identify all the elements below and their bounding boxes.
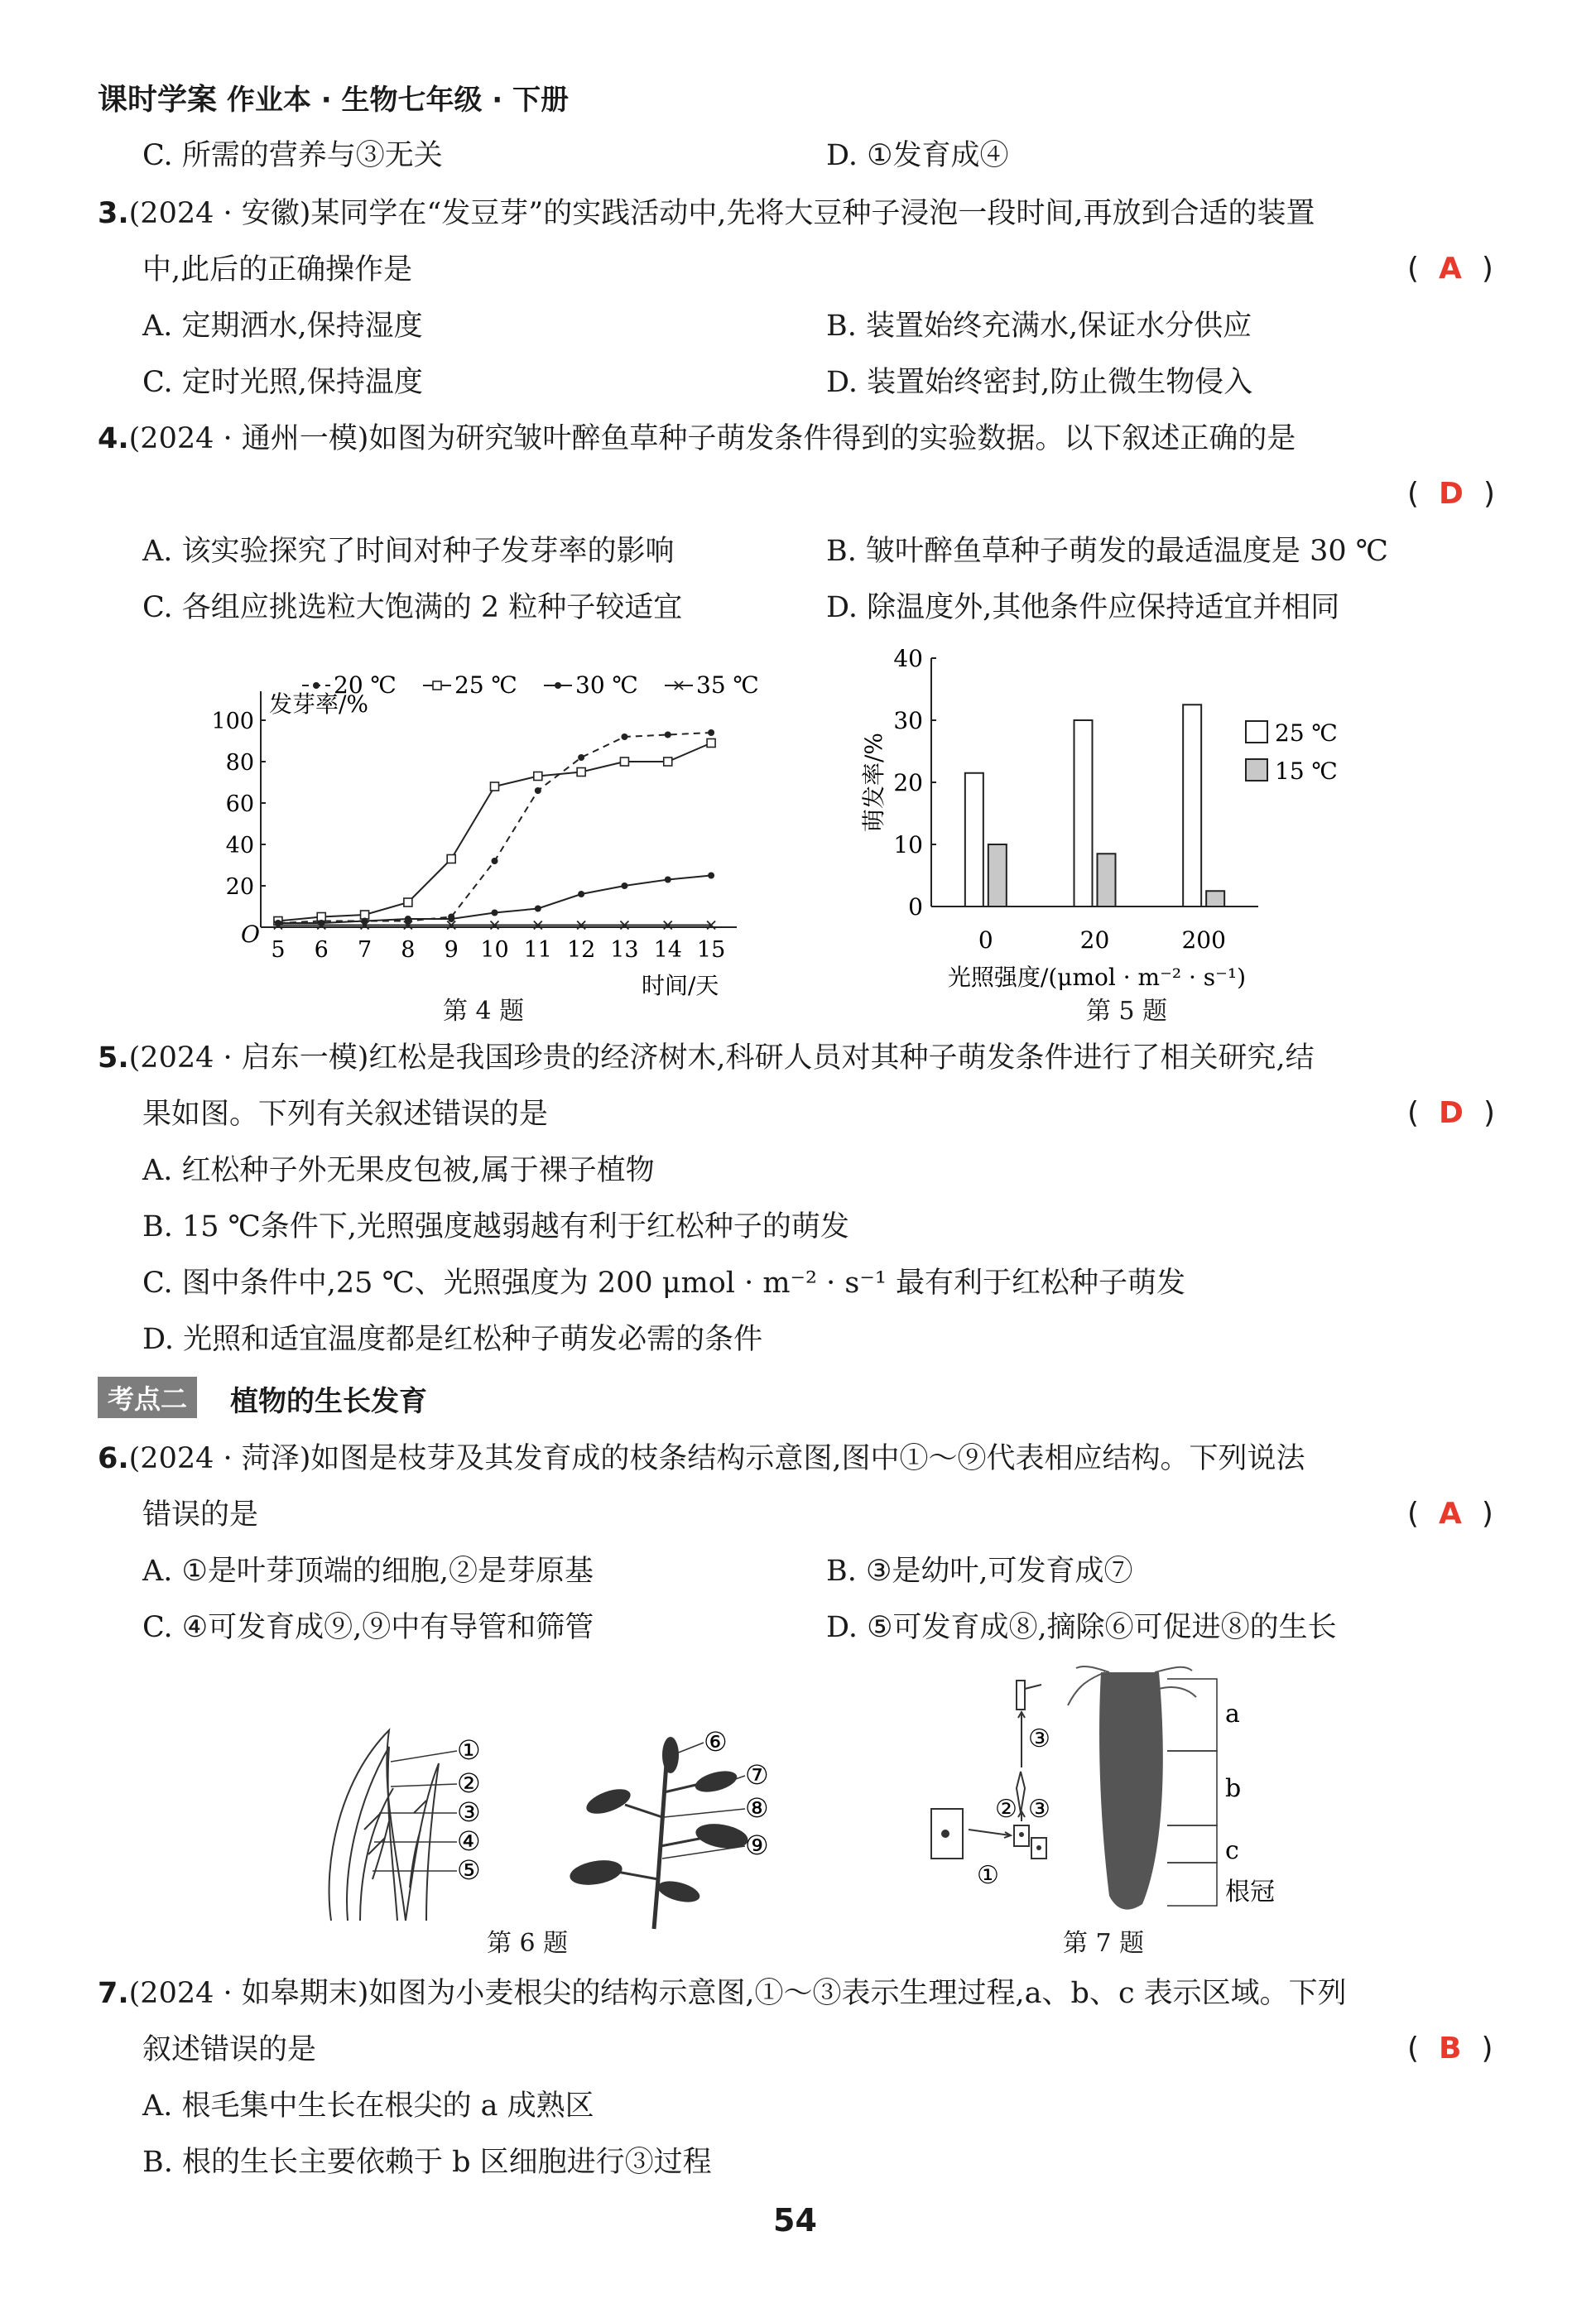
bar-15 ℃-20 [1098, 854, 1116, 907]
branch-illustration [568, 1737, 750, 1929]
region-label-b: b [1225, 1774, 1242, 1803]
q4-number: 4. [98, 422, 129, 455]
x-tick-label: 10 [480, 937, 509, 963]
q5-answer-letter: D [1439, 1096, 1464, 1130]
legend-marker [313, 682, 320, 689]
q7-answer: ( B ) [1407, 2032, 1493, 2066]
y-axis-label: 发芽率/% [269, 690, 369, 718]
q3-option-b: B. 装置始终充满水,保证水分供应 [826, 310, 1252, 343]
q6-caption: 第 6 题 [487, 1929, 569, 1958]
q4-option-a: A. 该实验探究了时间对种子发芽率的影响 [142, 535, 675, 568]
q4-line-chart [190, 654, 770, 1002]
q3-option-a: A. 定期洒水,保持湿度 [142, 310, 423, 343]
data-point [665, 732, 671, 738]
x-tick-label: 8 [401, 937, 416, 963]
x-tick-label: 9 [444, 937, 459, 963]
y-tick-label: 60 [225, 791, 254, 817]
y-tick-label: 0 [908, 893, 923, 921]
q5-stem-line2: 果如图。下列有关叙述错误的是 [142, 1098, 549, 1131]
q5-bar-chart [844, 637, 1440, 993]
data-point [665, 877, 671, 883]
x-tick-label: 6 [314, 937, 329, 963]
bud-section-illustration [329, 1730, 439, 1921]
root-hair-cell [1017, 1681, 1041, 1710]
data-point [491, 782, 499, 791]
root-tip-body [1099, 1672, 1163, 1910]
branch-label-6: ⑥ [704, 1726, 728, 1758]
q6-answer-letter: A [1439, 1497, 1462, 1531]
y-tick-label: 100 [211, 709, 254, 734]
bar-15 ℃-0 [988, 844, 1007, 907]
section-title: 植物的生长发育 [230, 1385, 427, 1418]
process-label-3a: ③ [1028, 1724, 1050, 1753]
q7-stem-line1: (2024 · 如皋期末)如图为小麦根尖的结构示意图,①～③表示生理过程,a、b、c 表示区域。下列 [128, 1977, 1347, 2010]
q6-stem-line1: (2024 · 菏泽)如图是枝芽及其发育成的枝条结构示意图,图中①～⑨代表相应结构。下列说法 [128, 1442, 1305, 1475]
q7-stem [98, 1975, 1347, 2012]
bud-label-2: ② [457, 1767, 481, 1799]
bud-label-1: ① [457, 1734, 481, 1766]
bar-15 ℃-200 [1206, 891, 1224, 907]
branch-label-9: ⑨ [745, 1830, 769, 1861]
x-tick-label: 200 [1181, 926, 1226, 954]
q5-stem-line1: (2024 · 启东一模)红松是我国珍贵的经济树木,科研人员对其种子萌发条件进行了相关研究,结 [128, 1041, 1315, 1075]
q5-stem [98, 1040, 1315, 1076]
q6-stem [98, 1440, 1305, 1477]
data-point [578, 891, 584, 897]
series-line-25 ℃ [278, 743, 711, 921]
q6-option-d: D. ⑤可发育成⑧,摘除⑥可促进⑧的生长 [826, 1611, 1337, 1644]
q4-stem [98, 421, 1296, 457]
x-tick-label: 7 [357, 937, 373, 963]
legend-label: 35 ℃ [696, 671, 759, 699]
q7-caption: 第 7 题 [1063, 1929, 1145, 1958]
section-tag: 考点二 [98, 1377, 197, 1418]
data-point [404, 898, 412, 907]
legend-label: 20 ℃ [334, 671, 397, 699]
q7-option-b: B. 根的生长主要依赖于 b 区细胞进行③过程 [142, 2146, 712, 2179]
region-label-root-cap: 根冠 [1225, 1878, 1275, 1907]
data-point [535, 906, 541, 912]
y-tick-label: 30 [893, 707, 923, 734]
data-point [405, 916, 411, 922]
q4-option-c: C. 各组应挑选粒大饱满的 2 粒种子较适宜 [142, 591, 683, 624]
process-label-2: ② [995, 1795, 1017, 1824]
bar-25 ℃-200 [1183, 705, 1201, 907]
q4-stem-line1: (2024 · 通州一模)如图为研究皱叶醉鱼草种子萌发条件得到的实验数据。以下叙述正确的是 [128, 422, 1296, 455]
q6-figure [315, 1714, 828, 1937]
origin-label: O [241, 921, 260, 948]
q6-answer: ( A ) [1407, 1497, 1493, 1531]
q6-option-b: B. ③是幼叶,可发育成⑦ [826, 1555, 1133, 1588]
q4-answer-letter: D [1439, 477, 1464, 511]
bud-label-5: ⑤ [457, 1854, 481, 1886]
data-point [664, 757, 672, 766]
q2-option-c: C. 所需的营养与③无关 [142, 139, 443, 172]
bar-25 ℃-20 [1074, 720, 1093, 907]
x-tick-label: 12 [566, 937, 596, 963]
q5-number: 5. [98, 1041, 129, 1075]
q4-option-d: D. 除温度外,其他条件应保持适宜并相同 [826, 591, 1340, 624]
q3-number: 3. [98, 197, 129, 230]
data-point [448, 916, 454, 922]
q4-caption: 第 4 题 [443, 997, 525, 1026]
bud-label-4: ④ [457, 1825, 481, 1857]
legend-swatch [1246, 759, 1267, 781]
x-axis-label: 时间/天 [642, 972, 719, 999]
q5-answer: ( D ) [1407, 1096, 1495, 1130]
q7-answer-letter: B [1439, 2032, 1462, 2066]
q6-stem-line2: 错误的是 [142, 1498, 259, 1532]
legend-label: 25 ℃ [454, 671, 517, 699]
x-tick-label: 13 [610, 937, 639, 963]
x-tick-label: 14 [653, 937, 682, 963]
q6-option-c: C. ④可发育成⑨,⑨中有导管和筛管 [142, 1611, 594, 1644]
x-tick-label: 20 [1079, 926, 1110, 954]
data-point [707, 739, 715, 748]
y-tick-label: 20 [893, 769, 923, 796]
process-label-1: ① [977, 1861, 999, 1890]
q7-stem-line2: 叙述错误的是 [142, 2033, 317, 2066]
q4-option-b: B. 皱叶醉鱼草种子萌发的最适温度是 30 ℃ [826, 535, 1388, 568]
x-axis-label: 光照强度/(μmol · m⁻² · s⁻¹) [947, 964, 1247, 991]
data-point [708, 873, 714, 879]
bar-25 ℃-0 [965, 773, 983, 907]
q5-option-c: C. 图中条件中,25 ℃、光照强度为 200 μmol · m⁻² · s⁻¹ 最有利于红松种子萌发 [142, 1267, 1186, 1300]
data-point [492, 858, 498, 864]
y-axis-label: 萌发率/% [860, 732, 887, 833]
q7-number: 7. [98, 1977, 129, 2010]
elongated-cell [1017, 1772, 1025, 1813]
page-number: 54 [773, 2202, 817, 2239]
q5-option-a: A. 红松种子外无果皮包被,属于裸子植物 [142, 1154, 655, 1187]
region-label-c: c [1225, 1836, 1239, 1865]
legend-label: 30 ℃ [575, 671, 638, 699]
region-label-a: a [1225, 1700, 1240, 1729]
q3-stem [98, 195, 1315, 232]
data-point [708, 729, 714, 736]
legend-label: 25 ℃ [1275, 719, 1338, 747]
book-name: 作业本 [226, 84, 311, 117]
x-tick-label: 5 [271, 937, 286, 963]
q4-answer: ( D ) [1407, 477, 1495, 511]
bud-label-3: ③ [457, 1796, 481, 1828]
data-point [534, 772, 542, 781]
y-tick-label: 40 [225, 833, 254, 858]
data-point [492, 910, 498, 916]
legend-marker [433, 681, 441, 690]
q3-answer: ( A ) [1407, 252, 1493, 286]
y-tick-label: 80 [225, 750, 254, 776]
y-tick-label: 20 [225, 874, 254, 900]
x-tick-label: 15 [696, 937, 726, 963]
brand-name: 课时学案 [98, 83, 218, 117]
branch-label-7: ⑦ [745, 1759, 769, 1791]
x-tick-label: 0 [978, 926, 993, 954]
data-point [447, 855, 455, 863]
legend-label: 15 ℃ [1275, 757, 1338, 785]
subject-name: · 生物七年级 · 下册 [320, 84, 570, 117]
data-point [621, 882, 627, 889]
legend-swatch [1246, 721, 1267, 743]
q6-option-a: A. ①是叶芽顶端的细胞,②是芽原基 [142, 1555, 594, 1588]
q3-stem-line1: (2024 · 安徽)某同学在“发豆芽”的实践活动中,先将大豆种子浸泡一段时间,再放到合适的装置 [128, 197, 1315, 230]
q6-number: 6. [98, 1442, 129, 1475]
data-point [578, 754, 584, 761]
y-tick-label: 40 [893, 645, 923, 672]
q5-option-d: D. 光照和适宜温度都是红松种子萌发必需的条件 [142, 1323, 763, 1356]
q2-option-d: D. ①发育成④ [826, 139, 1009, 172]
branch-label-8: ⑧ [745, 1792, 769, 1824]
q7-option-a: A. 根毛集中生长在根尖的 a 成熟区 [142, 2090, 594, 2123]
data-point [535, 787, 541, 794]
q3-option-c: C. 定时光照,保持温度 [142, 366, 423, 399]
data-point [577, 768, 585, 777]
page-header [98, 76, 569, 118]
q3-option-d: D. 装置始终密封,防止微生物侵入 [826, 366, 1253, 399]
x-tick-label: 11 [523, 937, 552, 963]
q3-stem-line2: 中,此后的正确操作是 [142, 253, 413, 286]
data-point [621, 733, 627, 740]
q7-figure [919, 1664, 1382, 1929]
y-tick-label: 10 [893, 831, 923, 858]
data-point [620, 757, 628, 766]
legend-marker [555, 682, 561, 689]
process-label-3b: ③ [1028, 1795, 1050, 1824]
q5-option-b: B. 15 ℃条件下,光照强度越弱越有利于红松种子的萌发 [142, 1210, 849, 1243]
q5-caption: 第 5 题 [1086, 997, 1168, 1026]
q3-answer-letter: A [1439, 252, 1462, 286]
